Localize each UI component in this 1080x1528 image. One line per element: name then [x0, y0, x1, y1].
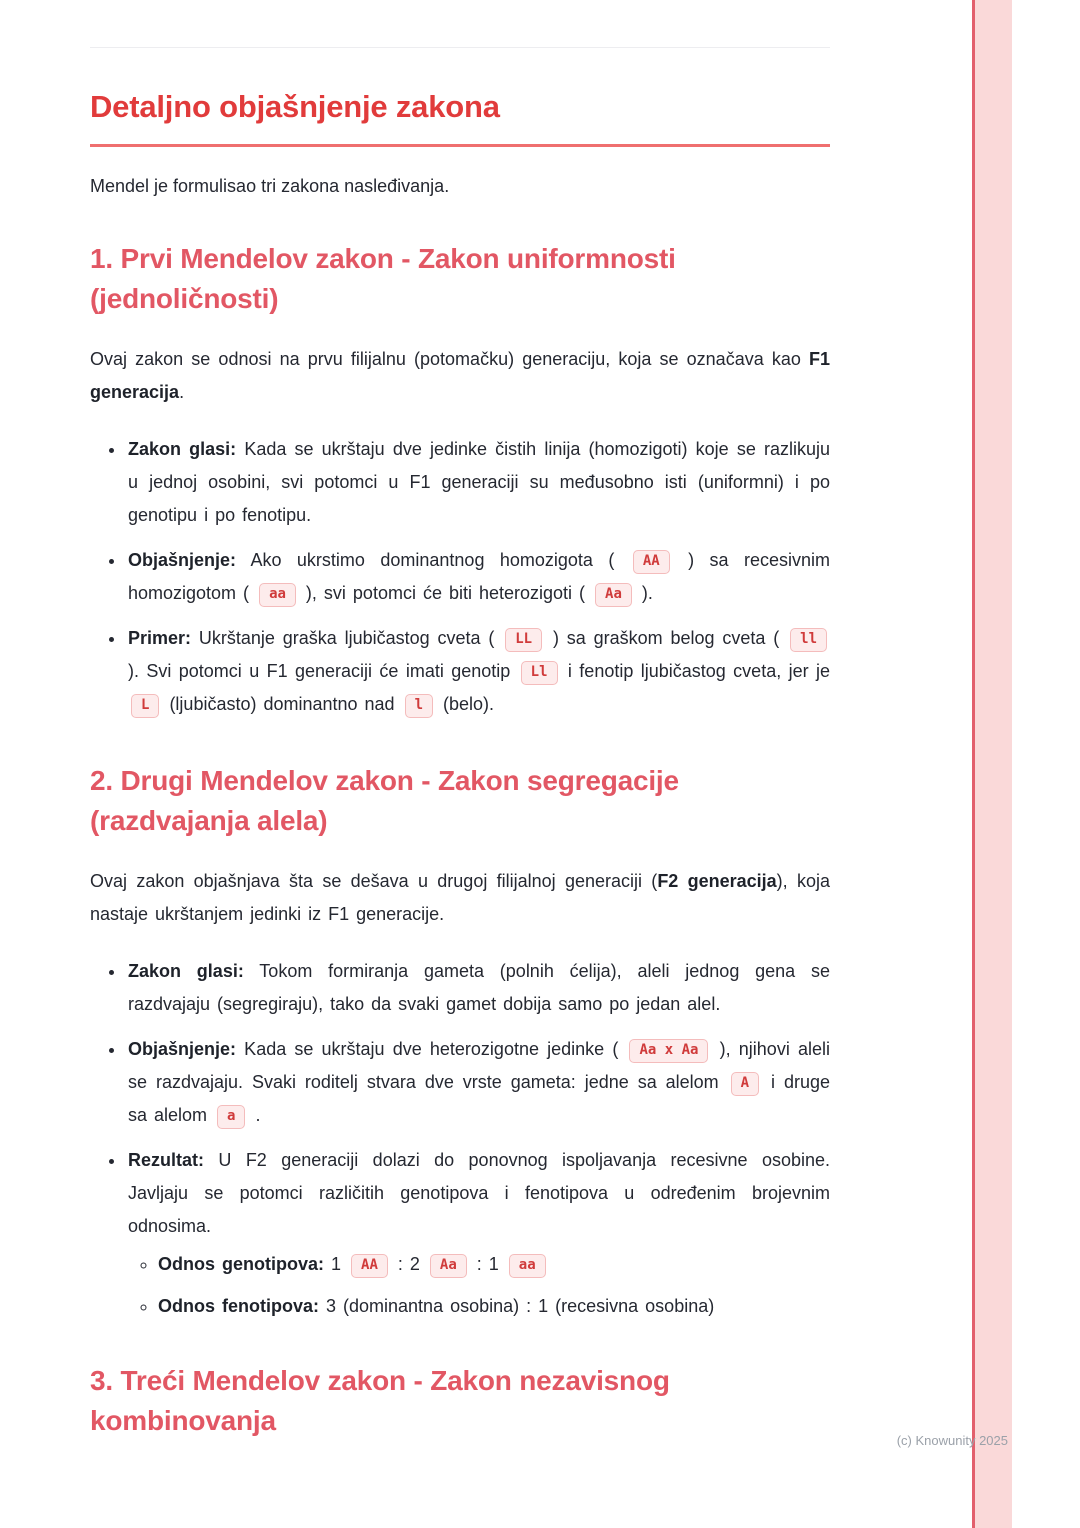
- text-run: Kada se ukrštaju dve heterozigotne jedinke (: [236, 1039, 627, 1059]
- section-1-list: [90, 433, 830, 721]
- genotype-chip: l: [405, 694, 433, 718]
- section-1-heading: 1. Prvi Mendelov zakon - Zakon uniformnosti (jednoličnosti): [90, 243, 676, 314]
- text-run: Ukrštanje graška ljubičastog cveta (: [191, 628, 503, 648]
- footer-credit: (c) Knowunity 2025: [896, 1433, 1008, 1448]
- intro-paragraph: Mendel je formulisao tri zakona nasleđivanja.: [90, 176, 450, 196]
- text-run: ), njihovi aleli se razdvajaju. Svaki roditelj stvara dve vrste gameta: jedne sa alelom: [128, 1039, 830, 1092]
- text-run: i druge sa alelom: [128, 1072, 830, 1125]
- genotype-chip: AA: [351, 1254, 388, 1278]
- text-run: (belo).: [436, 694, 495, 714]
- section-2-paragraph: [90, 865, 830, 931]
- section-1-paragraph: [90, 343, 830, 409]
- text-run: Tokom formiranja gameta (polnih ćelija), aleli jednog gena se razdvajaju (segregiraju), tako da svaki gamet dobija samo po jedan alel.: [128, 961, 830, 1014]
- list-item-primer: [126, 622, 830, 721]
- text-run: .: [179, 382, 185, 402]
- term-label: Rezultat:: [128, 1150, 204, 1170]
- term-label: Zakon glasi:: [128, 439, 237, 459]
- text-run: Kada se ukrštaju dve jedinke čistih linija (homozigoti) koje se razlikuju u jednoj osobini, svi potomci u F1 generaciji su međusobno isti (uniformni) i po genotipu i po fenotipu.: [128, 439, 830, 525]
- text-run: ), svi potomci će biti heterozigoti (: [298, 583, 593, 603]
- genotype-chip: Aa: [595, 583, 632, 607]
- genotype-chip: aa: [259, 583, 296, 607]
- genotype-chip: L: [131, 694, 159, 718]
- list-item-objasnjenje: [126, 1033, 830, 1132]
- sublist-item-phenotype-ratio: [158, 1291, 830, 1321]
- list-item-rezultat: [126, 1144, 830, 1321]
- list-item-zakon-glasi: [126, 955, 830, 1021]
- bold-run: F2 generacija: [657, 871, 777, 891]
- genotype-chip: A: [731, 1072, 759, 1096]
- term-label: Odnos genotipova:: [158, 1254, 324, 1274]
- genotype-chip: Ll: [521, 661, 558, 685]
- text-run: ), koja nastaje ukrštanjem jedinki iz F1 generacije.: [90, 871, 830, 924]
- term-label: Objašnjenje:: [128, 1039, 237, 1059]
- text-run: ) sa recesivnim homozigotom (: [128, 550, 831, 603]
- genotype-chip: Aa: [430, 1254, 467, 1278]
- term-label: Zakon glasi:: [128, 961, 244, 981]
- page-title: Detaljno objašnjenje zakona: [90, 89, 500, 124]
- genotype-chip: LL: [505, 628, 542, 652]
- text-run: : 1: [469, 1254, 506, 1274]
- text-run: Ovaj zakon objašnjava šta se dešava u drugoj filijalnoj generaciji (: [90, 871, 658, 891]
- term-label: Objašnjenje:: [128, 550, 237, 570]
- text-run: ). Svi potomci u F1 generaciji će imati genotip: [128, 661, 518, 681]
- text-run: Ako ukrstimo dominantnog homozigota (: [236, 550, 630, 570]
- text-run: Ovaj zakon se odnosi na prvu filijalnu (potomačku) generaciju, koja se označava kao: [90, 349, 809, 369]
- section-2-heading: 2. Drugi Mendelov zakon - Zakon segregacije (razdvajanja alela): [90, 765, 679, 836]
- title-underline: [90, 144, 830, 147]
- side-accent-strip: [972, 0, 1012, 1528]
- list-item-objasnjenje: [126, 544, 830, 610]
- term-label: Primer:: [128, 628, 192, 648]
- sublist-item-genotype-ratio: [158, 1249, 830, 1279]
- term-label: Odnos fenotipova:: [158, 1296, 319, 1316]
- text-run: .: [248, 1105, 261, 1125]
- section-3-heading: 3. Treći Mendelov zakon - Zakon nezavisnog kombinovanja: [90, 1365, 670, 1436]
- text-run: ) sa graškom belog cveta (: [545, 628, 788, 648]
- text-run: : 2: [390, 1254, 427, 1274]
- bold-run: F1 generacija: [90, 349, 830, 402]
- section-2-list: [90, 955, 830, 1321]
- text-run: U F2 generaciji dolazi do ponovnog ispoljavanja recesivne osobine. Javljaju se potomci različitih genotipova i fenotipova u određenim brojevnim odnosima.: [128, 1150, 830, 1236]
- text-run: 1: [324, 1254, 349, 1274]
- text-run: i fenotip ljubičastog cveta, jer je: [560, 661, 831, 681]
- genotype-chip: aa: [509, 1254, 546, 1278]
- text-run: 3 (dominantna osobina) : 1 (recesivna osobina): [319, 1296, 715, 1316]
- genotype-chip: a: [217, 1105, 245, 1129]
- text-run: (ljubičasto) dominantno nad: [162, 694, 402, 714]
- top-divider: [90, 47, 830, 48]
- document-content: [90, 0, 830, 1441]
- list-item-zakon-glasi: [126, 433, 830, 532]
- ratio-sublist: [128, 1249, 830, 1321]
- genotype-chip: ll: [790, 628, 827, 652]
- genotype-chip: Aa x Aa: [629, 1039, 708, 1063]
- genotype-chip: AA: [633, 550, 670, 574]
- text-run: ).: [634, 583, 653, 603]
